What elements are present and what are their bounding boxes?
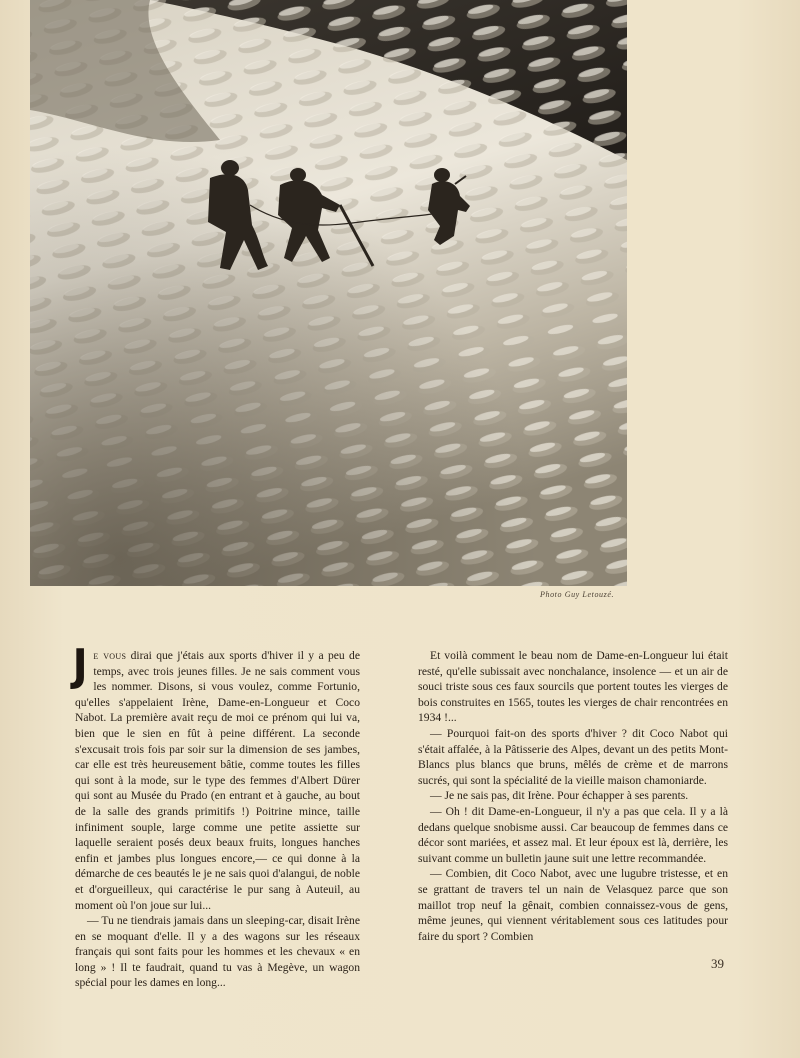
mountaineers-photo (30, 0, 627, 586)
snow-slope-illustration (30, 0, 627, 586)
photo-credit: Photo Guy Letouzé. (540, 590, 615, 599)
lead-in: e vous (93, 649, 127, 662)
paragraph-text: dirai que j'étais aux sports d'hiver il y a peu de temps, avec trois jeunes filles. Je ne sais comment vous les nommer. Disons, si vous voulez, comme Fortunio, qu'elles s'appelaient Irène, Dame-en-Longueur et Coco Nabot. La première avait reçu de moi ce prénom qui lui va, bien que le sien en fût à peine différent. La seconde s'excusait trois fois par soir sur la dimension de ses jambes, car elle est très heureusement bâtie, comme toutes les filles qui sont à la mode, sur le type des femmes d'Albert Dürer qui sont au Musée du Prado (en entrant et à gauche, au bout de la salle des grands primitifs !) Poitrine mince, taille infiniment souple, large comme une petite assiette sur laquelle seraient posés deux beaux fruits, longues hanches enfin et jambes plus longues encore,— ce qui donne à la démarche de ces beautés le je ne sais quoi d'alangui, de noble et d'orgueilleux, qui caractérise le pur sang à Auteuil, au moment où l'on joue sur lui... (75, 649, 360, 912)
article-paragraph: — Pourquoi fait-on des sports d'hiver ? dit Coco Nabot qui s'était affalée, à la Pâtisserie des Alpes, devant un des petits Mont-Blancs plus blancs que bruns, mêlés de crème et de marrons sucrés, qui sont la spécialité de la vieille maison chamoniarde. (418, 726, 728, 787)
article-paragraph: — Je ne sais pas, dit Irène. Pour échapper à ses parents. (430, 789, 689, 803)
page-number: 39 (711, 956, 724, 971)
drop-cap: J (72, 640, 88, 691)
article-paragraph: — Tu ne tiendrais jamais dans un sleeping-car, disait Irène en se moquant d'elle. Il y a des wagons sur les réseaux français qui sont faits pour les hommes et les chevaux « en long » ! Il te faudrait, quand tu vas à Megève, un wagon spécial pour les dames en long... (75, 914, 360, 990)
article-column-right (418, 648, 728, 944)
article-column-left (72, 640, 360, 991)
article-paragraph: — Oh ! dit Dame-en-Longueur, il n'y a pas que cela. Il y a là dedans quelque snobisme aussi. Car beaucoup de femmes dans ce décor sont mariées, et assez mal. Et leur époux est là, derrière, les suivant comme un bulletin jaune suit une lettre recommandée. (418, 804, 728, 865)
article-paragraph: — Combien, dit Coco Nabot, avec une lugubre tristesse, et en se grattant de travers tel un nain de Velasquez parce que son maillot trop neuf la gênait, combien connaissez-vous de gens, même jeunes, qui viennent véritablement sous ces latitudes pour faire du sport ? Combien (418, 867, 728, 943)
article-paragraph (72, 640, 360, 913)
article-paragraph: Et voilà comment le beau nom de Dame-en-Longueur lui était resté, qu'elle subissait avec nonchalance, insolence — et un air de souci triste sous ces faux sourcils que portent toutes les vierges de bois construites en 1565, toutes les vierges de chair rencontrées en 1934 !... (418, 649, 728, 725)
